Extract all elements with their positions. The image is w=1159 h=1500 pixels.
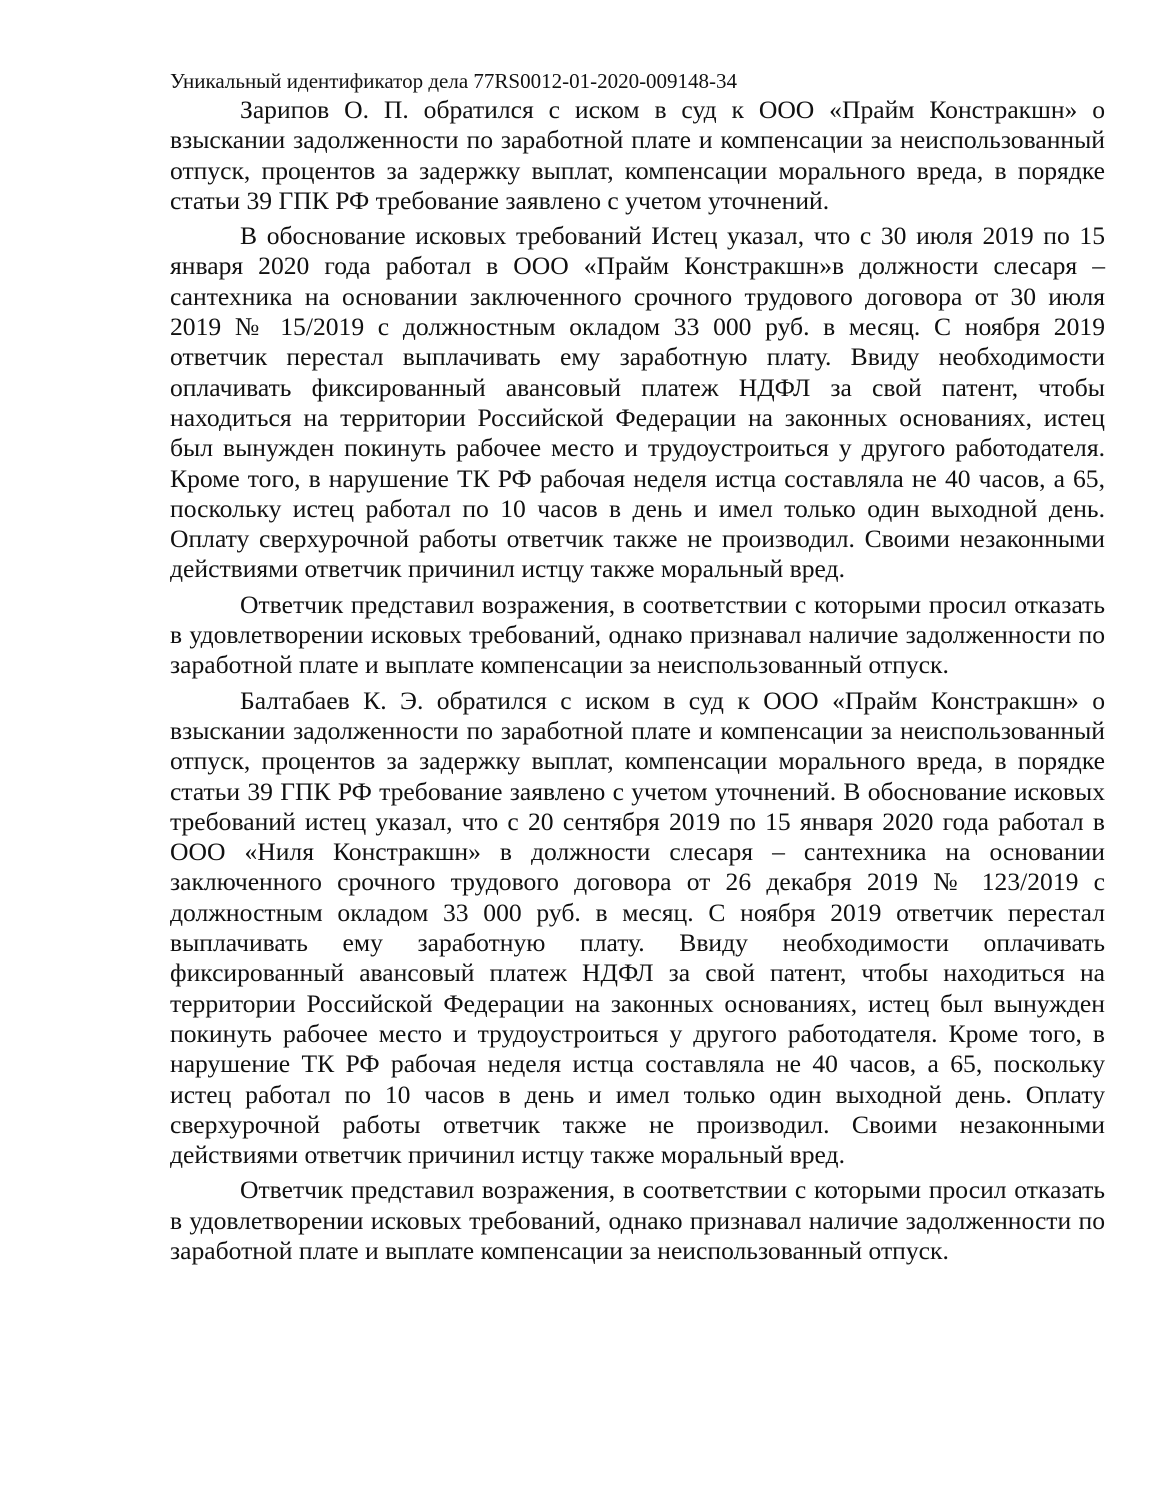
paragraph-objections-2: Ответчик представил возражения, в соответствии с которыми просил отказать в удовлетворении исковых требований, однако признавал наличие задолженности по заработной плате и выплате компенсации за неиспользованный отпуск.	[170, 1175, 1105, 1265]
paragraph-claim-zaripov: Зарипов О. П. обратился с иском в суд к ООО «Прайм Констракшн» о взыскании задолженности по заработной плате и компенсации за неиспользованный отпуск, процентов за задержку выплат, компенсации морального вреда, в порядке статьи 39 ГПК РФ требование заявлено с учетом уточнений.	[170, 95, 1105, 215]
case-identifier-header: Уникальный идентификатор дела 77RS0012-01-2020-009148-34	[170, 69, 738, 93]
document-body	[170, 95, 1105, 1271]
paragraph-grounds-zaripov: В обоснование исковых требований Истец указал, что с 30 июля 2019 по 15 января 2020 года работал в ООО «Прайм Констракшн»в должности слесаря – сантехника на основании заключенного срочного трудового договора от 30 июля 2019 № 15/2019 с должностным окладом 33 000 руб. в месяц. С ноября 2019 ответчик перестал выплачивать ему заработную плату. Ввиду необходимости оплачивать фиксированный авансовый платеж НДФЛ за свой патент, чтобы находиться на территории Российской Федерации на законных основаниях, истец был вынужден покинуть рабочее место и трудоустроиться у другого работодателя. Кроме того, в нарушение ТК РФ рабочая неделя истца составляла не 40 часов, а 65, поскольку истец работал по 10 часов в день и имел только один выходной день. Оплату сверхурочной работы ответчик также не производил. Своими незаконными действиями ответчик причинил истцу также моральный вред.	[170, 221, 1105, 584]
paragraph-objections-1: Ответчик представил возражения, в соответствии с которыми просил отказать в удовлетворении исковых требований, однако признавал наличие задолженности по заработной плате и выплате компенсации за неиспользованный отпуск.	[170, 589, 1105, 680]
paragraph-claim-baltabaev: Балтабаев К. Э. обратился с иском в суд к ООО «Прайм Констракшн» о взыскании задолженности по заработной плате и компенсации за неиспользованный отпуск, процентов за задержку выплат, компенсации морального вреда, в порядке статьи 39 ГПК РФ требование заявлено с учетом уточнений. В обоснование исковых требований истец указал, что с 20 сентября 2019 по 15 января 2020 года работал в ООО «Ниля Констракшн» в должности слесаря – сантехника на основании заключенного срочного трудового договора от 26 декабря 2019 № 123/2019 с должностным окладом 33 000 руб. в месяц. С ноября 2019 ответчик перестал выплачивать ему заработную плату. Ввиду необходимости оплачивать фиксированный авансовый платеж НДФЛ за свой патент, чтобы находиться на территории Российской Федерации на законных основаниях, истец был вынужден покинуть рабочее место и трудоустроиться у другого работодателя. Кроме того, в нарушение ТК РФ рабочая неделя истца составляла не 40 часов, а 65, поскольку истец работал по 10 часов в день и имел только один выходной день. Оплату сверхурочной работы ответчик также не производил. Своими незаконными действиями ответчик причинил истцу также моральный вред.	[170, 685, 1105, 1170]
